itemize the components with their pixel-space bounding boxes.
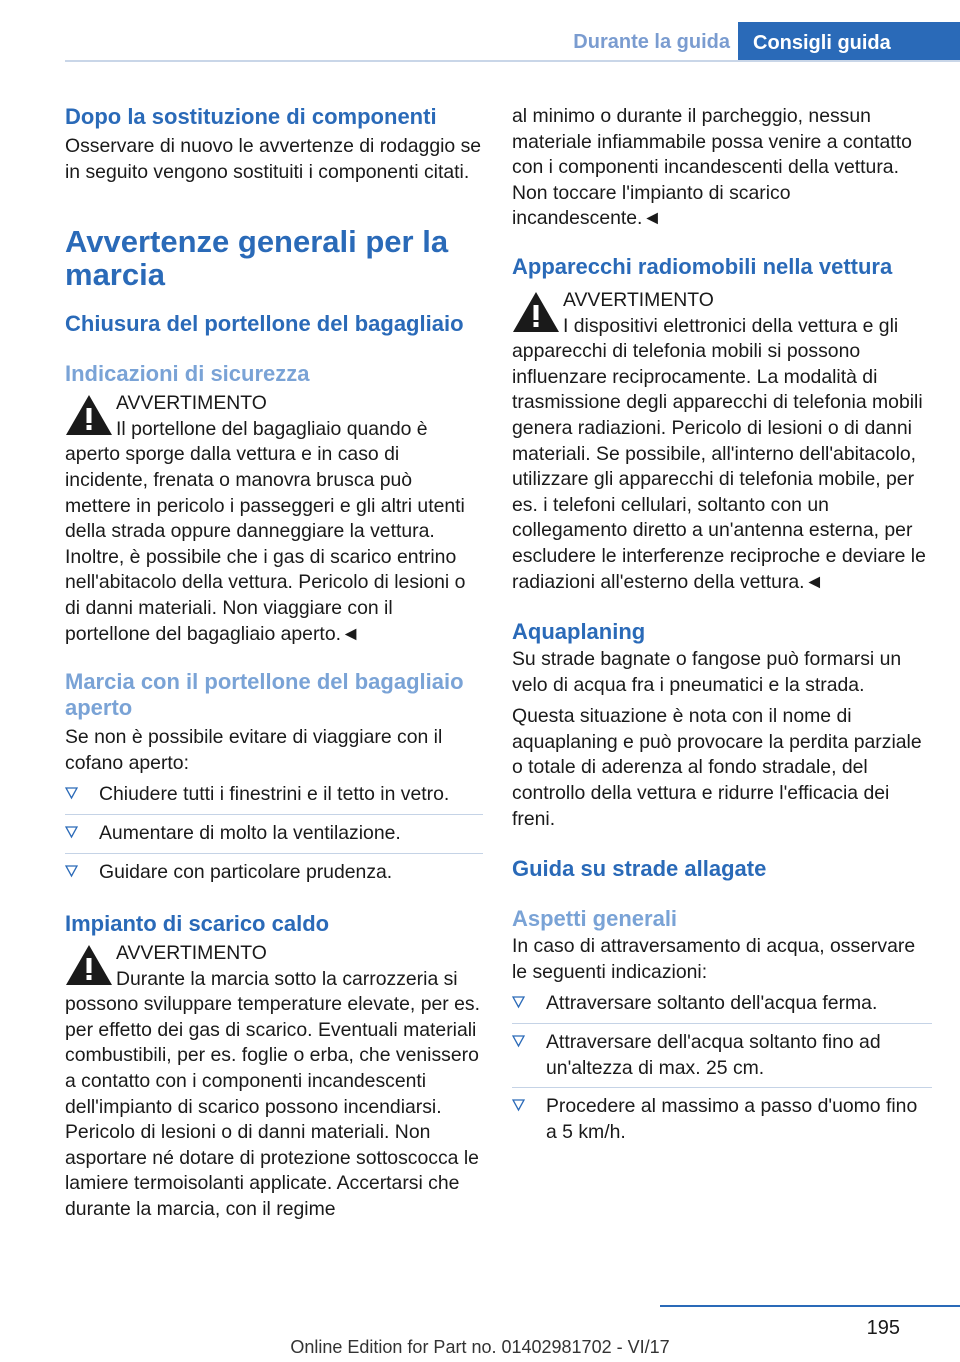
bullet-list-allagate xyxy=(512,991,932,1145)
heading-indicazioni-sicurezza: Indicazioni di sicurezza xyxy=(65,361,310,387)
warning-triangle-icon xyxy=(65,394,113,436)
heading-strade-allagate: Guida su strade allagate xyxy=(512,856,767,882)
triangle-bullet-icon xyxy=(65,824,78,840)
warning-block-portellone xyxy=(65,391,483,647)
header-chapter-tab: Consigli guida xyxy=(738,22,960,62)
header-section-title: Durante la guida xyxy=(573,31,730,53)
paragraph-aquaplaning-2: Questa situazione è nota con il nome di aquaplaning e può provocare la perdita parziale o totale di aderenza al fondo stradale, del controllo della vettura e ridurre l'efficacia dei freni. xyxy=(512,705,922,830)
warning-triangle-icon xyxy=(65,944,113,986)
triangle-bullet-icon xyxy=(512,994,525,1010)
heading-aspetti-generali: Aspetti generali xyxy=(512,906,678,932)
heading-aquaplaning: Aquaplaning xyxy=(512,619,646,645)
list-item xyxy=(65,860,483,886)
list-divider xyxy=(65,814,483,815)
triangle-bullet-icon xyxy=(512,1033,525,1049)
list-item-text: Chiudere tutti i finestrini e il tetto in vetro. xyxy=(99,783,450,806)
warning-label: AVVERTIMENTO xyxy=(116,392,267,415)
footer-divider xyxy=(660,1305,960,1307)
list-item xyxy=(65,821,483,847)
warning-block-scarico xyxy=(65,941,483,1223)
list-item-text: Guidare con particolare prudenza. xyxy=(99,860,393,883)
warning-label: AVVERTIMENTO xyxy=(563,288,714,311)
warning-text-portellone: Il portellone del bagagliaio quando è aperto sporge dalla vettura e in caso di incidente, frenata o manovra brusca può mettere in pericolo i passeggeri e gli altri utenti della strada oppure danneggiare la vettura. Inoltre, è possibile che i gas di scarico entrino nell'abitacolo della vettura. Pericolo di lesioni o di danni materiali. Non viaggiare con il portellone del bagagliaio aperto.◄ xyxy=(65,417,466,645)
left-column xyxy=(65,104,483,1223)
heading-dopo-sostituzione: Dopo la sostituzione di componenti xyxy=(65,104,437,129)
warning-triangle-icon xyxy=(512,291,560,333)
paragraph-scarico-continuazione: al minimo o durante il parcheggio, nessun materiale infiammabile possa venire a contatto con i componenti incandescenti della vettura. Non toccare l'impianto di scarico incandescente.◄ xyxy=(512,105,912,230)
heading-impianto-scarico: Impianto di scarico caldo xyxy=(65,911,330,937)
paragraph-aquaplaning-1: Su strade bagnate o fangose può formarsi un velo di acqua fra i pneumatici e la strada. xyxy=(512,648,902,696)
list-item xyxy=(512,1094,932,1145)
warning-text-scarico: Durante la marcia sotto la carrozzeria si possono sviluppare temperature elevate, per es. per effetto dei gas di scarico. Eventuali materiali combustibili, per es. foglie o erba, che venissero a contatto con i componenti incandescenti dell'impianto di scarico possono incendiarsi. Pericolo di lesioni o di danni materiali. Non asportare né dotare di protezione sottoscocca le lamiere termoisolanti applicate. Accertarsi che durante la marcia, con il regime xyxy=(65,967,480,1221)
paragraph-aspetti-generali: In caso di attraversamento di acqua, osservare le seguenti indicazioni: xyxy=(512,935,916,983)
heading-chiusura-portellone: Chiusura del portellone del bagagliaio xyxy=(65,311,464,337)
right-column xyxy=(512,104,932,1145)
list-divider xyxy=(65,853,483,854)
paragraph-marcia-portellone: Se non è possibile evitare di viaggiare con il cofano aperto: xyxy=(65,726,443,774)
list-item-text: Aumentare di molto la ventilazione. xyxy=(99,821,401,844)
header-divider xyxy=(65,60,960,62)
triangle-bullet-icon xyxy=(65,863,78,879)
footer-edition: Online Edition for Part no. 01402981702 - VI/17 xyxy=(290,1337,670,1357)
list-item-text: Attraversare dell'acqua soltanto fino ad un'altezza di max. 25 cm. xyxy=(546,1031,881,1079)
paragraph-dopo-sostituzione: Osservare di nuovo le avvertenze di rodaggio se in seguito vengono sostituiti i componenti citati. xyxy=(65,135,482,183)
page-number: 195 xyxy=(866,1317,900,1339)
list-item xyxy=(65,782,483,808)
heading-marcia-portellone-aperto: Marcia con il portellone del bagagliaio aperto xyxy=(65,669,464,721)
triangle-bullet-icon xyxy=(512,1097,525,1113)
list-item xyxy=(512,1030,932,1081)
bullet-list-portellone xyxy=(65,782,483,885)
list-item-text: Attraversare soltanto dell'acqua ferma. xyxy=(546,992,878,1015)
list-item xyxy=(512,991,932,1017)
list-item-text: Procedere al massimo a passo d'uomo fino a 5 km/h. xyxy=(546,1095,918,1143)
triangle-bullet-icon xyxy=(65,785,78,801)
heading-apparecchi-radiomobili: Apparecchi radiomobili nella vettura xyxy=(512,253,893,279)
warning-text-radiomobili: I dispositivi elettronici della vettura e gli apparecchi di telefonia mobili si possono influenzare reciprocamente. La modalità di trasmissione degli apparecchi di telefonia mobili genera radiazioni. Pericolo di lesioni o di danni materiali. Se possibile, all'interno dell'abitacolo, utilizzare gli apparecchi di telefonia mobile, per es. i telefoni cellulari, soltanto con un collegamento diretto a un'antenna esterna, per escludere le interferenze reciproche e deviare le radiazioni all'esterno della vettura.◄ xyxy=(512,314,926,593)
list-divider xyxy=(512,1023,932,1024)
warning-block-radiomobili xyxy=(512,288,932,595)
warning-label: AVVERTIMENTO xyxy=(116,942,267,965)
list-divider xyxy=(512,1087,932,1088)
heading-avvertenze-generali: Avvertenze generali per la marcia xyxy=(65,224,449,293)
